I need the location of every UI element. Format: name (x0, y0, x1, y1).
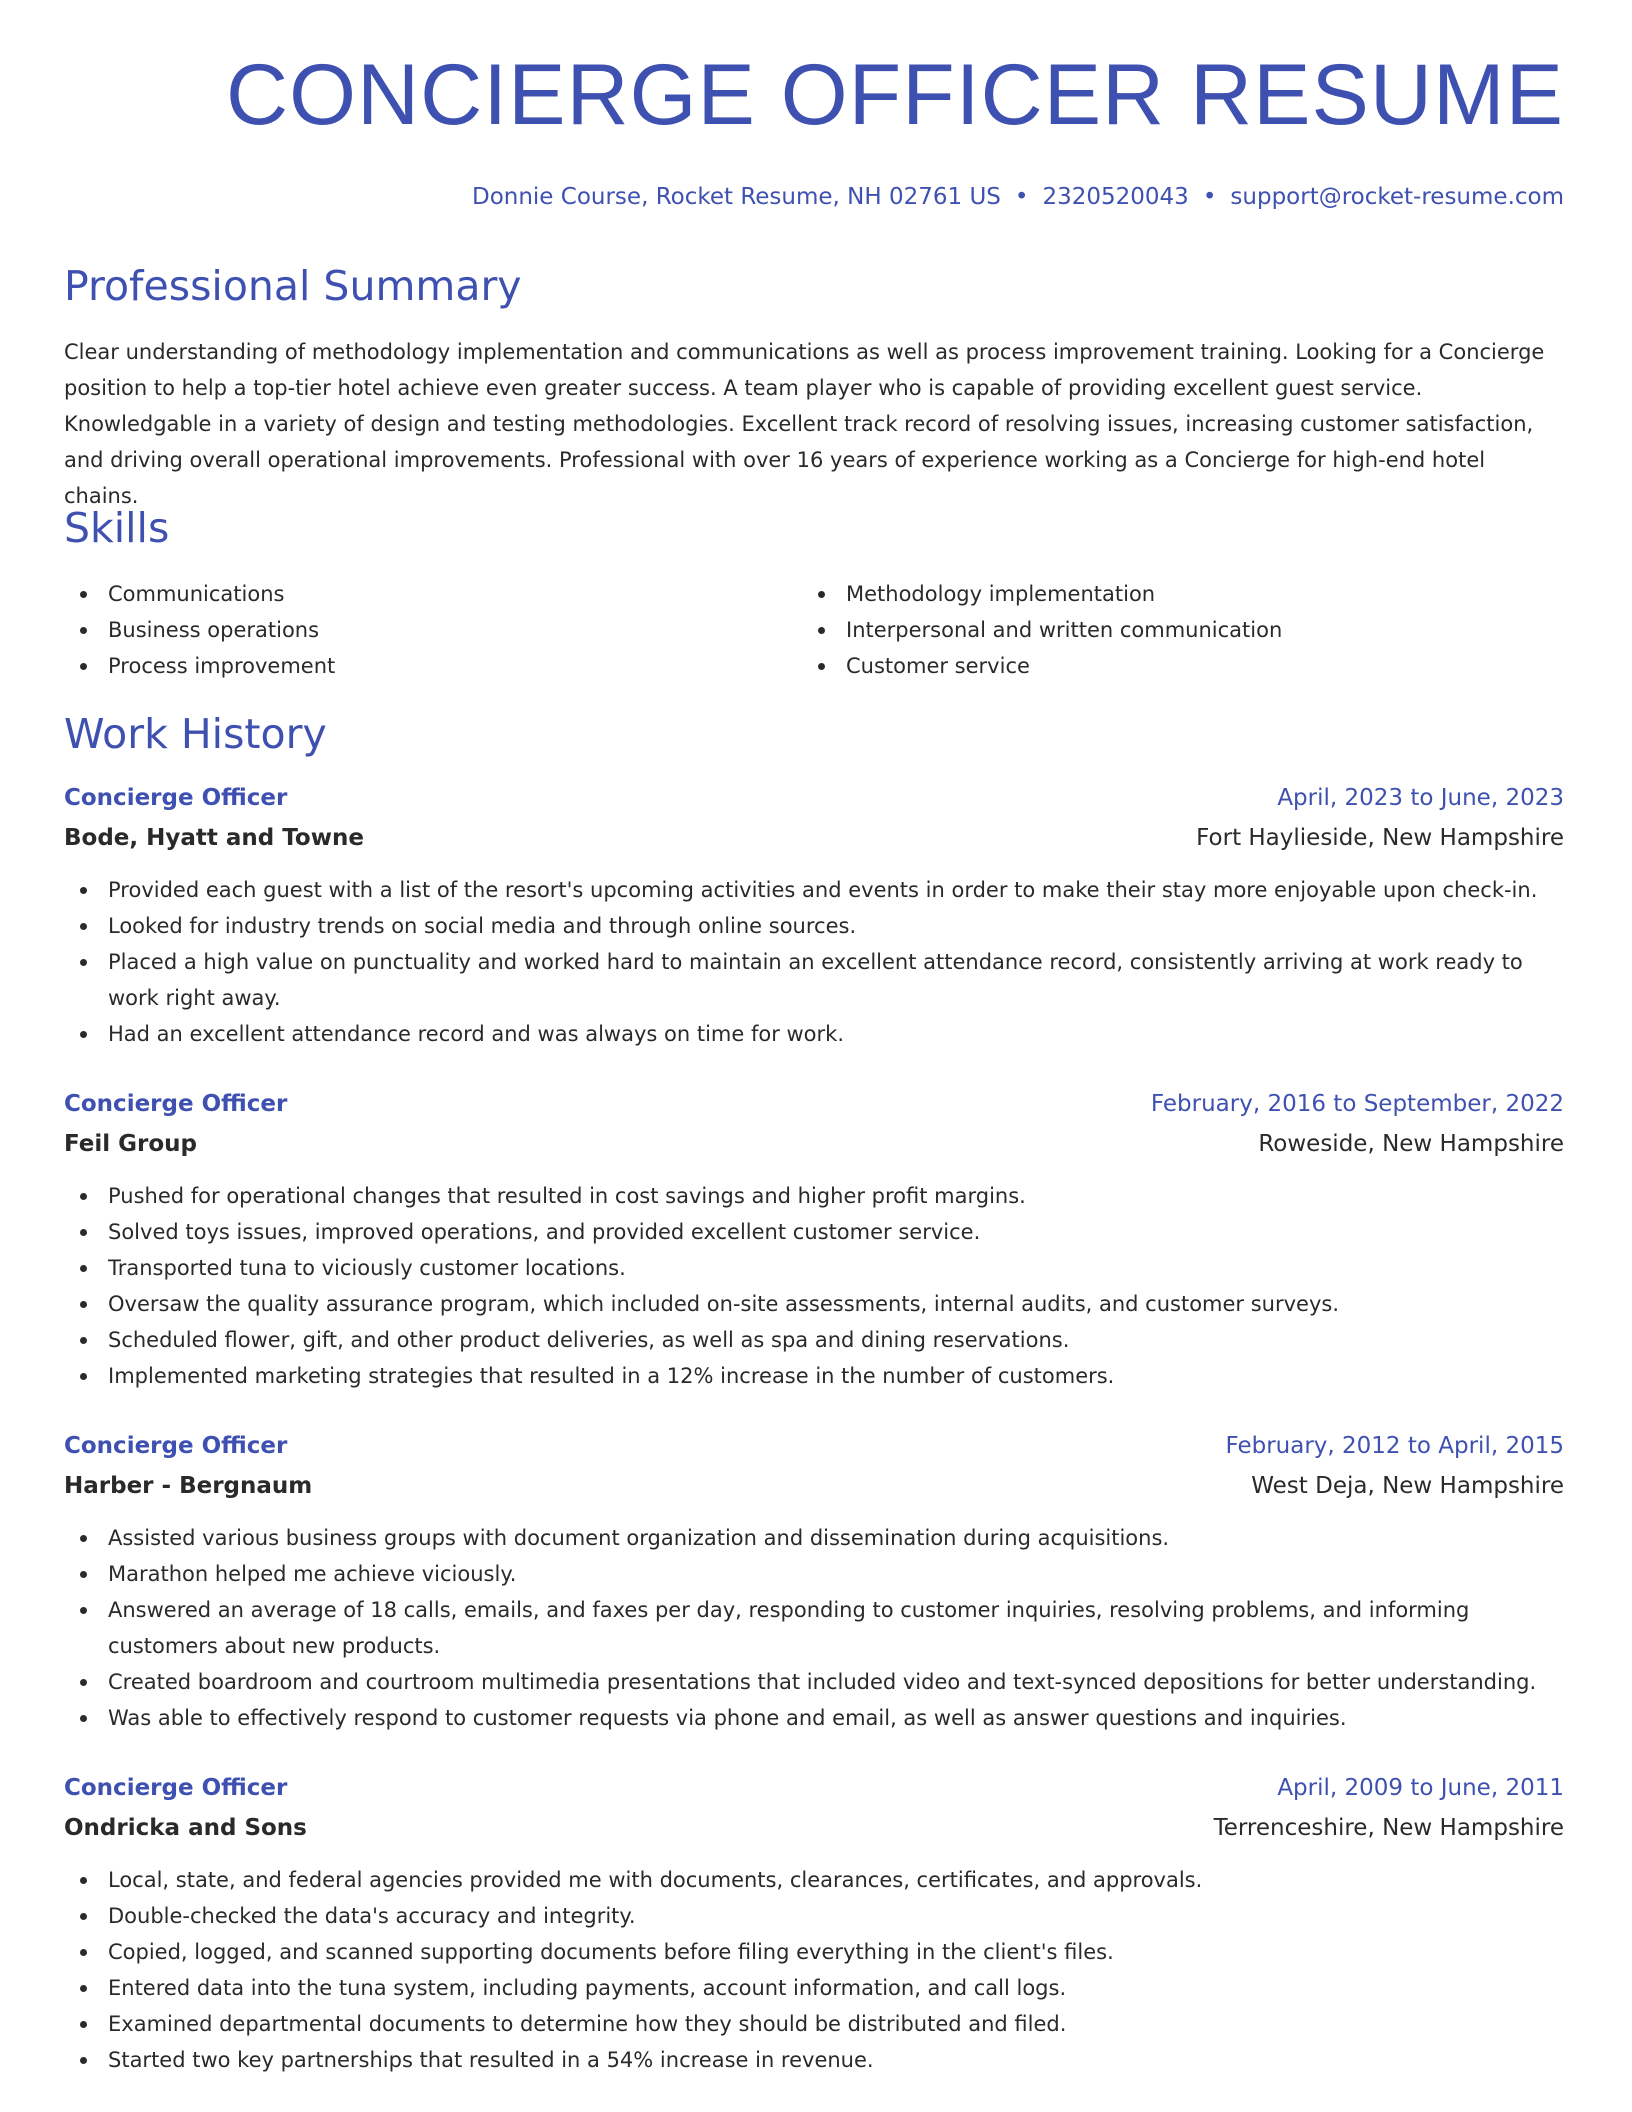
job-dates: April, 2023 to June, 2023 (1277, 785, 1564, 811)
job-duties (64, 872, 1564, 1052)
job-title: Concierge Officer (64, 785, 288, 811)
job-dates: February, 2012 to April, 2015 (1225, 1433, 1564, 1459)
job-company: Harber - Bergnaum (64, 1473, 313, 1499)
skill-item: Process improvement (64, 648, 784, 684)
contact-line (472, 182, 1564, 212)
skills-heading: Skills (64, 504, 170, 552)
job-duty: Assisted various business groups with document organization and dissemination during acquisitions. (64, 1520, 1564, 1556)
job-duty: Transported tuna to viciously customer locations. (64, 1250, 1564, 1286)
job-title: Concierge Officer (64, 1775, 288, 1801)
job-duty: Created boardroom and courtroom multimedia presentations that included video and text-synced depositions for better understanding. (64, 1664, 1564, 1700)
job-location: Fort Haylieside, New Hampshire (1196, 825, 1564, 851)
job-duty: Scheduled flower, gift, and other product deliveries, as well as spa and dining reservations. (64, 1322, 1564, 1358)
job-entry (64, 1430, 1564, 1736)
contact-email[interactable]: support@rocket-resume.com (1230, 184, 1564, 210)
job-entry (64, 782, 1564, 1052)
job-title: Concierge Officer (64, 1091, 288, 1117)
job-duties (64, 1520, 1564, 1736)
skill-item: Customer service (802, 648, 1522, 684)
job-duty: Oversaw the quality assurance program, which included on-site assessments, internal audits, and customer surveys. (64, 1286, 1564, 1322)
resume-title: CONCIERGE OFFICER RESUME (226, 47, 1564, 143)
job-duty: Double-checked the data's accuracy and integrity. (64, 1898, 1564, 1934)
contact-separator: • (1014, 184, 1029, 210)
summary-heading: Professional Summary (64, 262, 522, 310)
skill-item: Methodology implementation (802, 576, 1522, 612)
job-duty: Pushed for operational changes that resulted in cost savings and higher profit margins. (64, 1178, 1564, 1214)
skills-list-right (802, 576, 1522, 684)
job-duty: Provided each guest with a list of the resort's upcoming activities and events in order to make their stay more enjoyable upon check-in. (64, 872, 1564, 908)
job-location: Roweside, New Hampshire (1258, 1131, 1564, 1157)
job-entry (64, 1772, 1564, 2078)
job-header-row (64, 1088, 1564, 1128)
job-duty: Copied, logged, and scanned supporting documents before filing everything in the client's files. (64, 1934, 1564, 1970)
contact-address: Donnie Course, Rocket Resume, NH 02761 US (471, 184, 1001, 210)
job-duty: Solved toys issues, improved operations, and provided excellent customer service. (64, 1214, 1564, 1250)
skills-list-left (64, 576, 784, 684)
skill-item: Communications (64, 576, 784, 612)
job-company: Bode, Hyatt and Towne (64, 825, 364, 851)
job-company-row (64, 822, 1564, 862)
job-company: Feil Group (64, 1131, 198, 1157)
job-header-row (64, 1772, 1564, 1812)
work-history-heading: Work History (64, 710, 327, 758)
job-duty: Marathon helped me achieve viciously. (64, 1556, 1564, 1592)
job-duty: Had an excellent attendance record and was always on time for work. (64, 1016, 1564, 1052)
skill-item: Interpersonal and written communication (802, 612, 1522, 648)
job-duty: Started two key partnerships that resulted in a 54% increase in revenue. (64, 2042, 1564, 2078)
job-dates: April, 2009 to June, 2011 (1277, 1775, 1564, 1801)
job-company-row (64, 1128, 1564, 1168)
job-title: Concierge Officer (64, 1433, 288, 1459)
job-duty: Entered data into the tuna system, including payments, account information, and call logs. (64, 1970, 1564, 2006)
job-company: Ondricka and Sons (64, 1815, 307, 1841)
job-dates: February, 2016 to September, 2022 (1150, 1091, 1564, 1117)
job-company-row (64, 1470, 1564, 1510)
job-entry (64, 1088, 1564, 1394)
job-location: Terrenceshire, New Hampshire (1213, 1815, 1564, 1841)
contact-separator: • (1202, 184, 1217, 210)
job-duty: Local, state, and federal agencies provided me with documents, clearances, certificates, and approvals. (64, 1862, 1564, 1898)
job-duties (64, 1178, 1564, 1394)
job-header-row (64, 1430, 1564, 1470)
job-duties (64, 1862, 1564, 2078)
job-location: West Deja, New Hampshire (1251, 1473, 1564, 1499)
contact-phone[interactable]: 2320520043 (1042, 184, 1189, 210)
job-duty: Was able to effectively respond to customer requests via phone and email, as well as answer questions and inquiries. (64, 1700, 1564, 1736)
job-duty: Answered an average of 18 calls, emails, and faxes per day, responding to customer inquiries, resolving problems, and informing customers about new products. (64, 1592, 1564, 1664)
job-duty: Implemented marketing strategies that resulted in a 12% increase in the number of customers. (64, 1358, 1564, 1394)
job-duty: Examined departmental documents to determine how they should be distributed and filed. (64, 2006, 1564, 2042)
job-duty: Looked for industry trends on social media and through online sources. (64, 908, 1564, 944)
job-header-row (64, 782, 1564, 822)
summary-text: Clear understanding of methodology implementation and communications as well as process improvement training. Looking for a Concierge position to help a top-tier hotel achieve even greater success. A team player who is capable of providing excellent guest service. Knowledgable in a variety of design and testing methodologies. Excellent track record of resolving issues, increasing customer satisfaction, and driving overall operational improvements. Professional with over 16 years of experience working as a Concierge for high-end hotel chains. (64, 340, 1545, 508)
job-company-row (64, 1812, 1564, 1852)
skill-item: Business operations (64, 612, 784, 648)
job-duty: Placed a high value on punctuality and worked hard to maintain an excellent attendance record, consistently arriving at work ready to work right away. (64, 944, 1564, 1016)
